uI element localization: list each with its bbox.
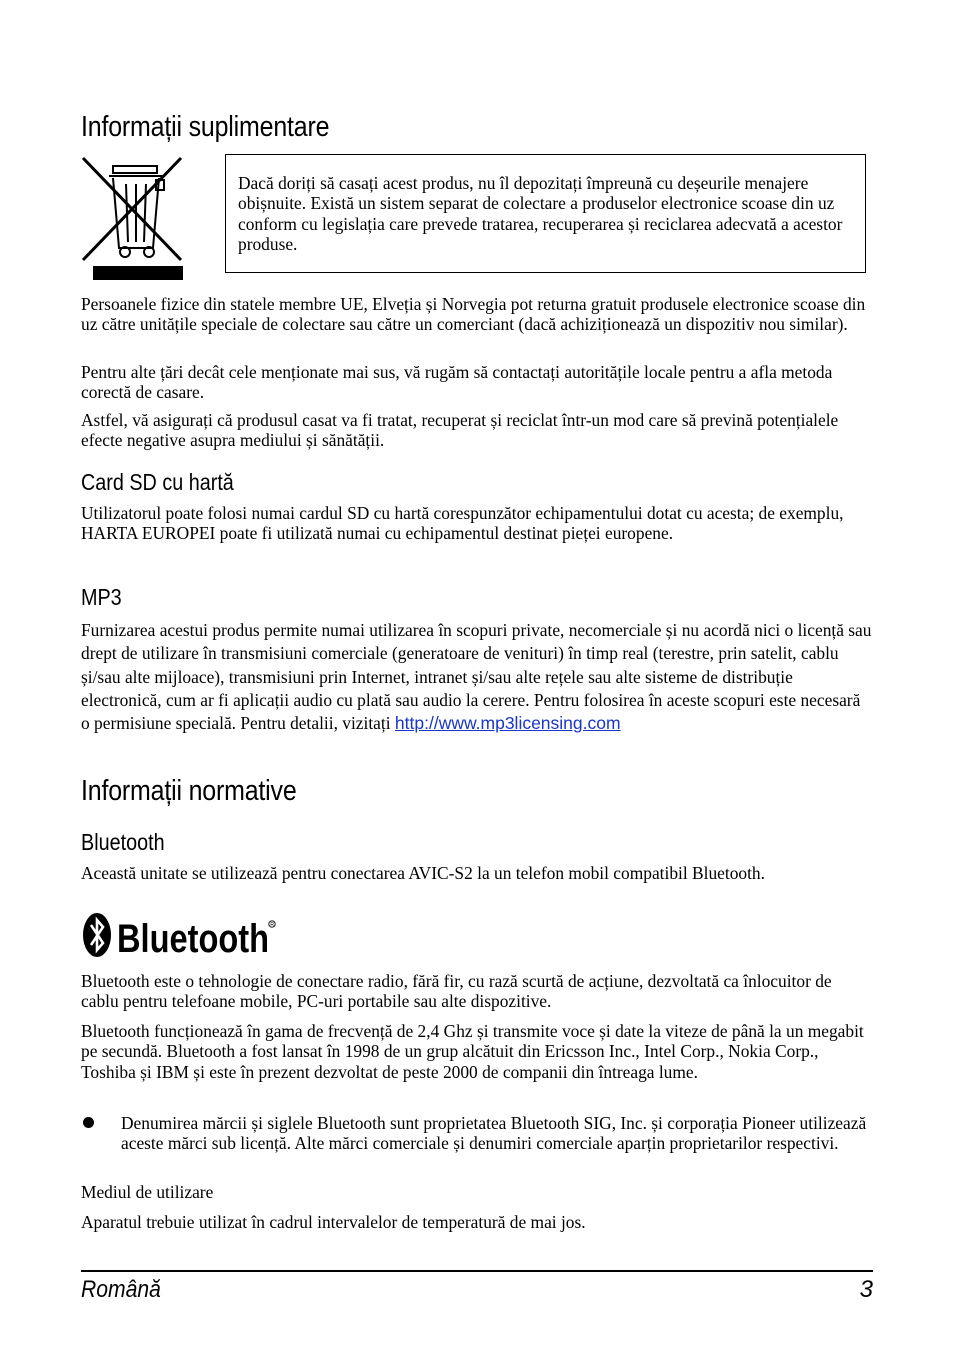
paragraph-environment: Aparatul trebuie utilizat în cadrul intervalelor de temperatură de mai jos. (81, 1212, 586, 1232)
paragraph-other-countries: Pentru alte țări decât cele menționate mai sus, vă rugăm să contactați autoritățile locale pentru a afla metoda corectă de casare. (81, 362, 833, 403)
heading-normative-info: Informații normative (81, 775, 297, 807)
footer-language: Română (81, 1276, 161, 1303)
paragraph-trademark: Denumirea mărcii și siglele Bluetooth sunt proprietatea Bluetooth SIG, Inc. și corporația Pioneer utilizează aceste mărci sub licență. Alte mărci comerciale și denumiri comerciale aparțin proprietarilor respectivi. (121, 1113, 867, 1154)
paragraph-mp3 (81, 619, 873, 735)
weee-crossed-bin-icon (81, 156, 185, 282)
heading-bluetooth: Bluetooth (81, 829, 165, 855)
paragraph-recycling: Astfel, vă asigurați că produsul casat va fi tratat, recuperat și reciclat într-un mod care să prevină potențialele efecte negative asupra mediului și sănătății. (81, 410, 839, 451)
bluetooth-logo (81, 912, 277, 960)
paragraph-sd-card: Utilizatorul poate folosi numai cardul SD cu hartă corespunzător echipamentului dotat cu acesta; de exemplu, HARTA EUROPEI poate fi utilizată numai cu echipamentul destinat pieței europene. (81, 503, 844, 544)
footer-divider (81, 1270, 873, 1272)
mp3-licensing-link[interactable]: http://www.mp3licensing.com (394, 713, 621, 734)
paragraph-bluetooth-frequency: Bluetooth funcționează în gama de frecvență de 2,4 Ghz și transmite voce și date la viteze de până la un megabit pe secundă. Bluetooth a fost lansat în 1998 de un grup alcătuit din Ericsson Inc., Intel Corp., Nokia Corp., Toshiba și IBM și este în prezent dezvoltat de peste 2000 de companii din întreaga lume. (81, 1021, 864, 1082)
paragraph-bluetooth-definition: Bluetooth este o tehnologie de conectare radio, fără fir, cu rază scurtă de acțiune, dezvoltată ca înlocuitor de cablu pentru telefoane mobile, PC-uri portabile sau alte dispozitive. (81, 971, 832, 1012)
paragraph-eu-return: Persoanele fizice din statele membre UE, Elveția și Norvegia pot returna gratuit produsele electronice scoase din uz către unitățile speciale de colectare sau către un comerciant (dacă achiziționează un dispozitiv nou similar). (81, 294, 866, 335)
mp3-text: Furnizarea acestui produs permite numai utilizarea în scopuri private, necomerciale și nu acordă nici o licență sau drept de utilizare în transmisiuni comerciale (generatoare de venituri) în timp real (terestre, prin satelit, cablu și/sau alte mijloace), transmisiuni prin Internet, intranet și/sau alte rețele sau alte sisteme de distribuție electronică, cum ar fi aplicații audio cu plată sau audio la cerere. Pentru folosirea în aceste scopuri este necesară o permisiune specială. Pentru detalii, vizitați (81, 620, 872, 734)
bluetooth-logo-text: Bluetooth (117, 917, 269, 960)
document-page (81, 0, 873, 1352)
heading-sd-card: Card SD cu hartă (81, 469, 234, 495)
paragraph-bluetooth-intro: Această unitate se utilizează pentru conectarea AVIC-S2 la un telefon mobil compatibil Bluetooth. (81, 863, 765, 883)
disposal-notice-box (225, 154, 866, 273)
disposal-notice-text: Dacă doriți să casați acest produs, nu îl depozitați împreună cu deșeurile menajere obișnuite. Există un sistem separat de colectare a produselor electronice scoase din uz conform cu legislația care prevede tratarea, recuperarea și reciclarea adecvată a acestor produse. (238, 173, 843, 254)
label-environment: Mediul de utilizare (81, 1182, 214, 1202)
svg-text:R: R (270, 921, 275, 928)
page-number: 3 (859, 1276, 873, 1303)
heading-mp3: MP3 (81, 584, 122, 610)
heading-additional-info: Informații suplimentare (81, 111, 330, 143)
bullet-icon (83, 1117, 94, 1128)
